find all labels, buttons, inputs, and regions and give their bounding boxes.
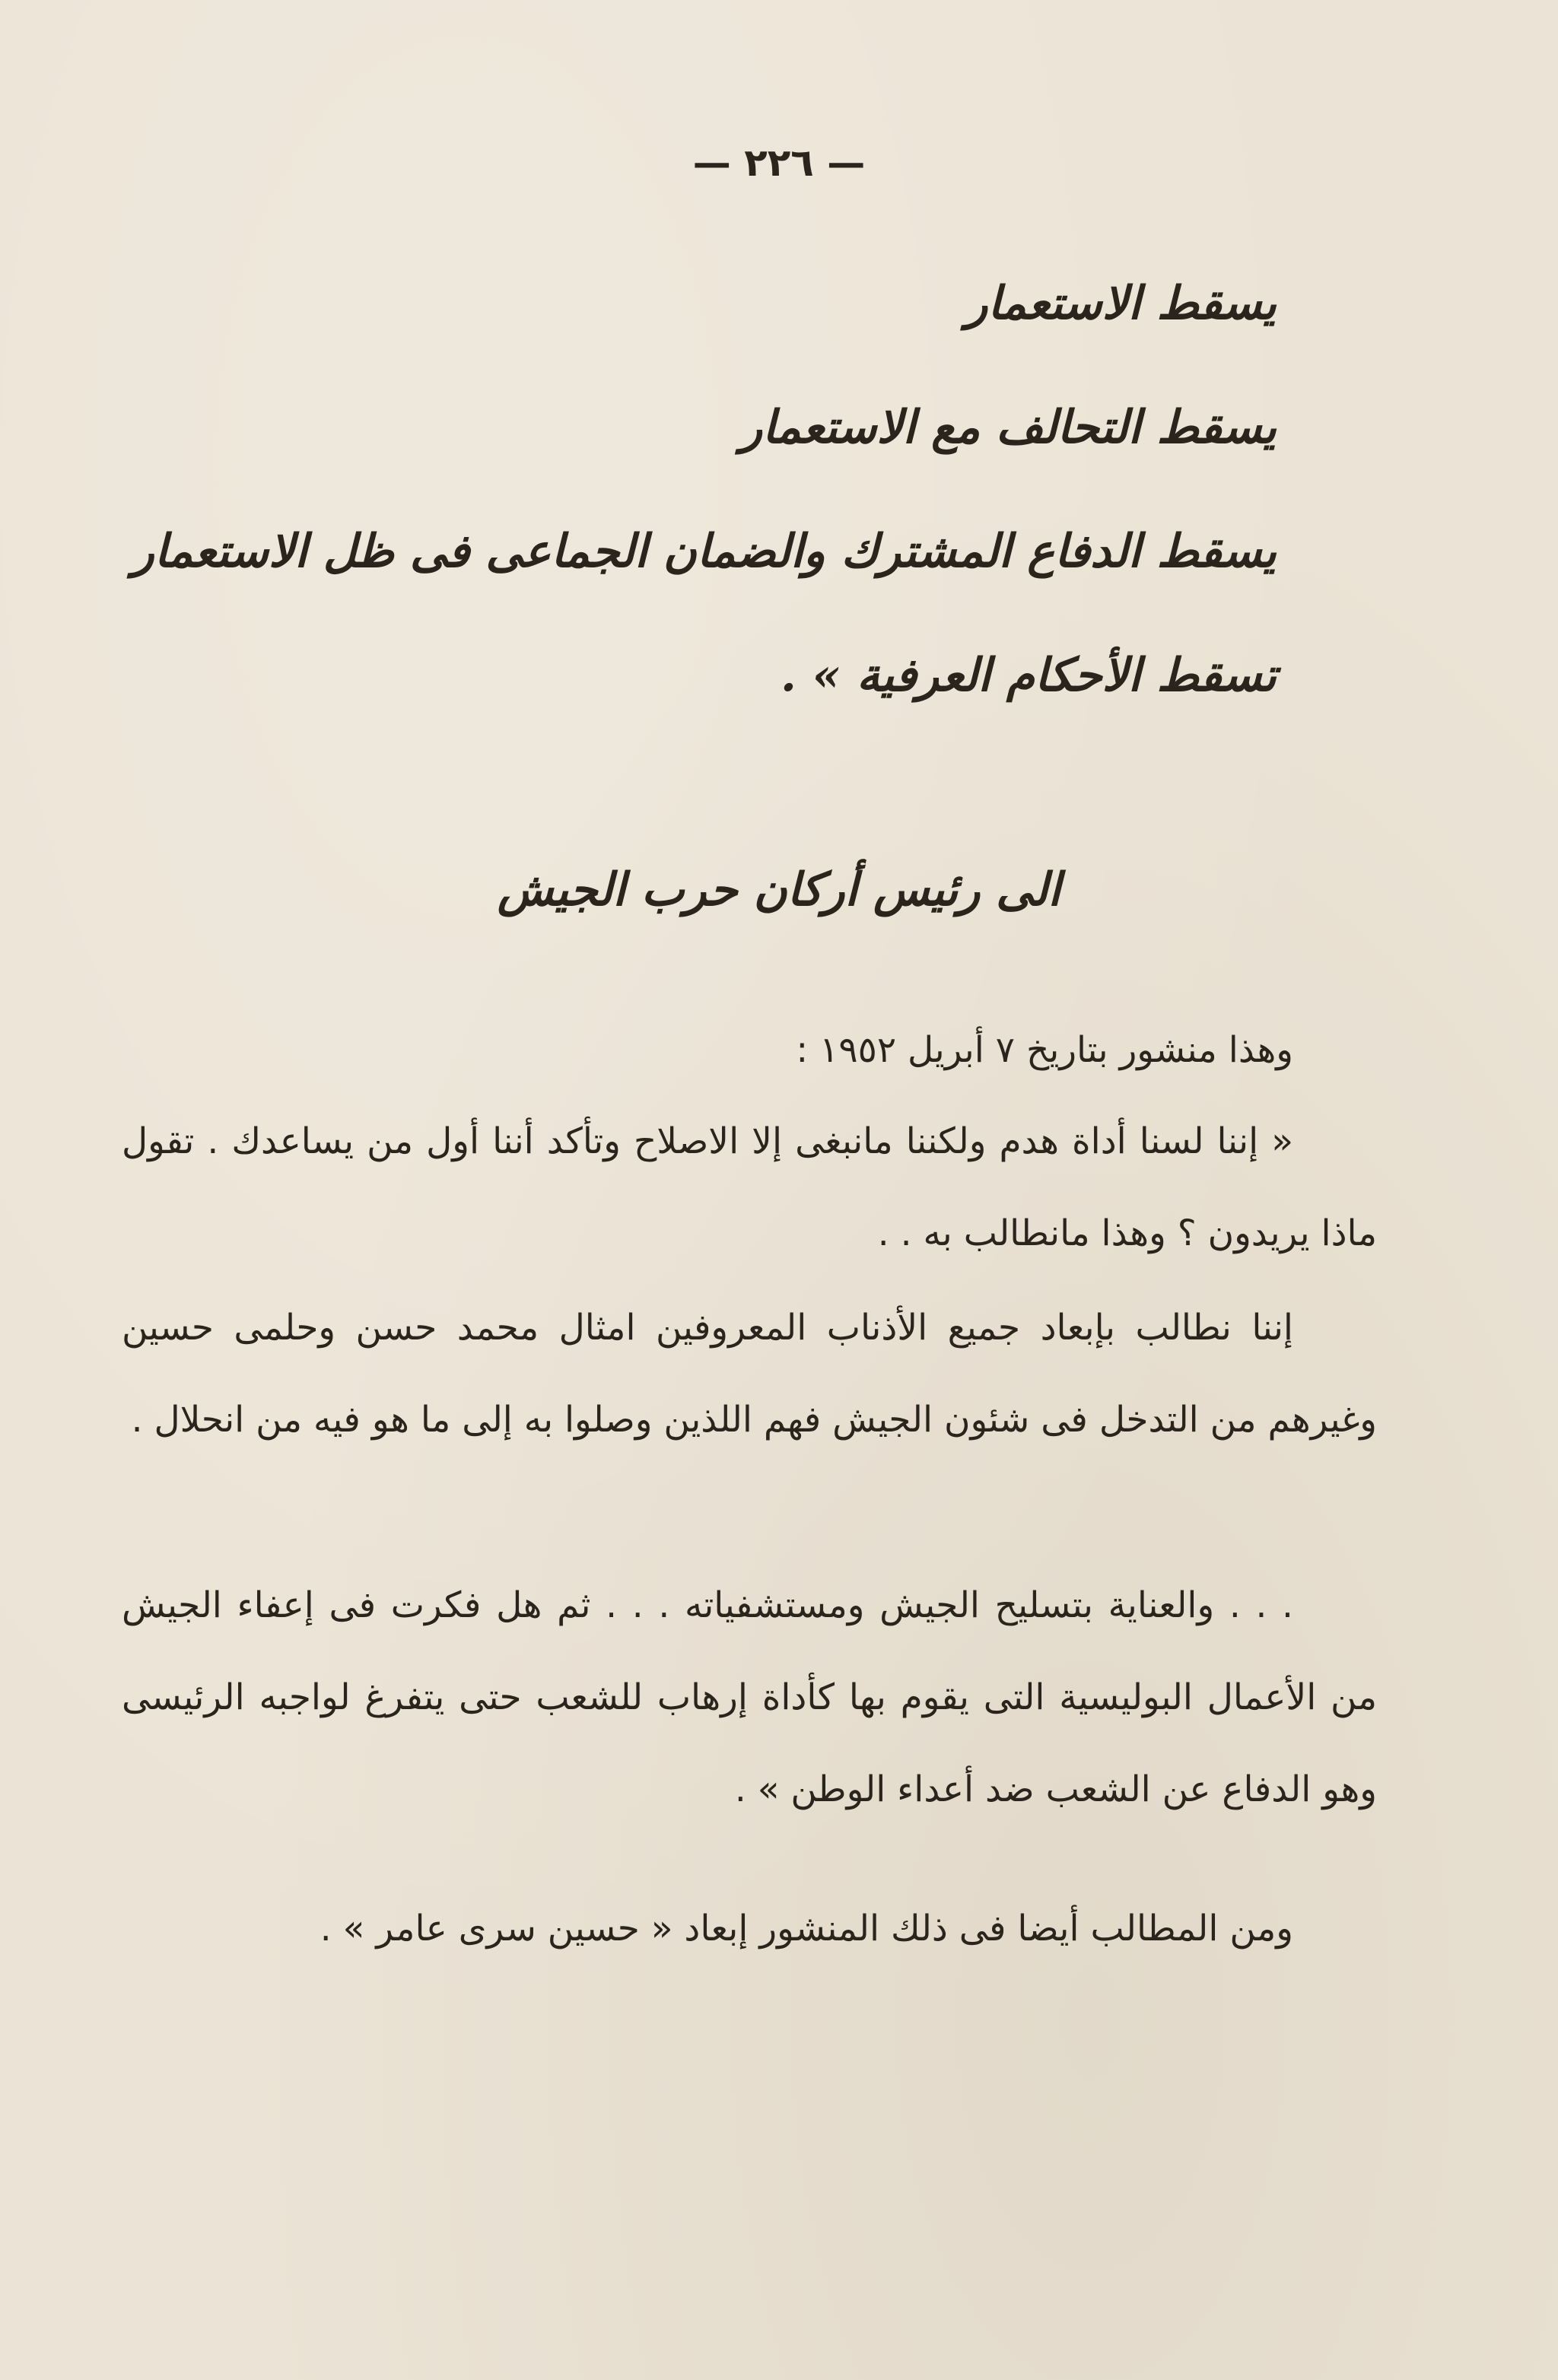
handwritten-slogans [132, 274, 1277, 770]
slogan-line: تسقط الأحكام العرفية » . [781, 649, 1277, 702]
body-paragraph: ومن المطالب أيضا فى ذلك المنشور إبعاد « حسين سرى عامر » . [320, 1908, 1293, 1949]
handwritten-subtitle: الى رئيس أركان حرب الجيش [497, 863, 1061, 917]
slogan-line: يسقط التحالف مع الاستعمار [740, 401, 1277, 454]
body-paragraph: « إننا لسنا أداة هدم ولكننا مانبغى إلا الاصلاح وتأكد أننا أول من يساعدك . تقول ماذا يريدون ؟ وهذا مانطالب به . . [122, 1120, 1377, 1254]
page-number: — ٢٢٦ — [692, 141, 866, 185]
body-paragraph: إننا نطالب بإبعاد جميع الأذناب المعروفين امثال محمد حسن وحلمى حسين وغيرهم من التدخل فى شئون الجيش فهم اللذين وصلوا به إلى ما هو فيه من انحلال . [122, 1307, 1377, 1441]
slogan-line: يسقط الاستعمار [965, 277, 1277, 330]
intro-paragraph: وهذا منشور بتاريخ ٧ أبريل ١٩٥٢ : [796, 1029, 1293, 1071]
body-paragraph: . . . والعناية بتسليح الجيش ومستشفياته . . . ثم هل فكرت فى إعفاء الجيش من الأعمال البوليسية التى يقوم بها كأداة إرهاب للشعب حتى يتفرغ لواجبه الرئيسى وهو الدفاع عن الشعب ضد أعداء الوطن » . [122, 1584, 1377, 1810]
slogan-line: يسقط الدفاع المشترك والضمان الجماعى فى ظل الاستعمار [132, 525, 1277, 578]
